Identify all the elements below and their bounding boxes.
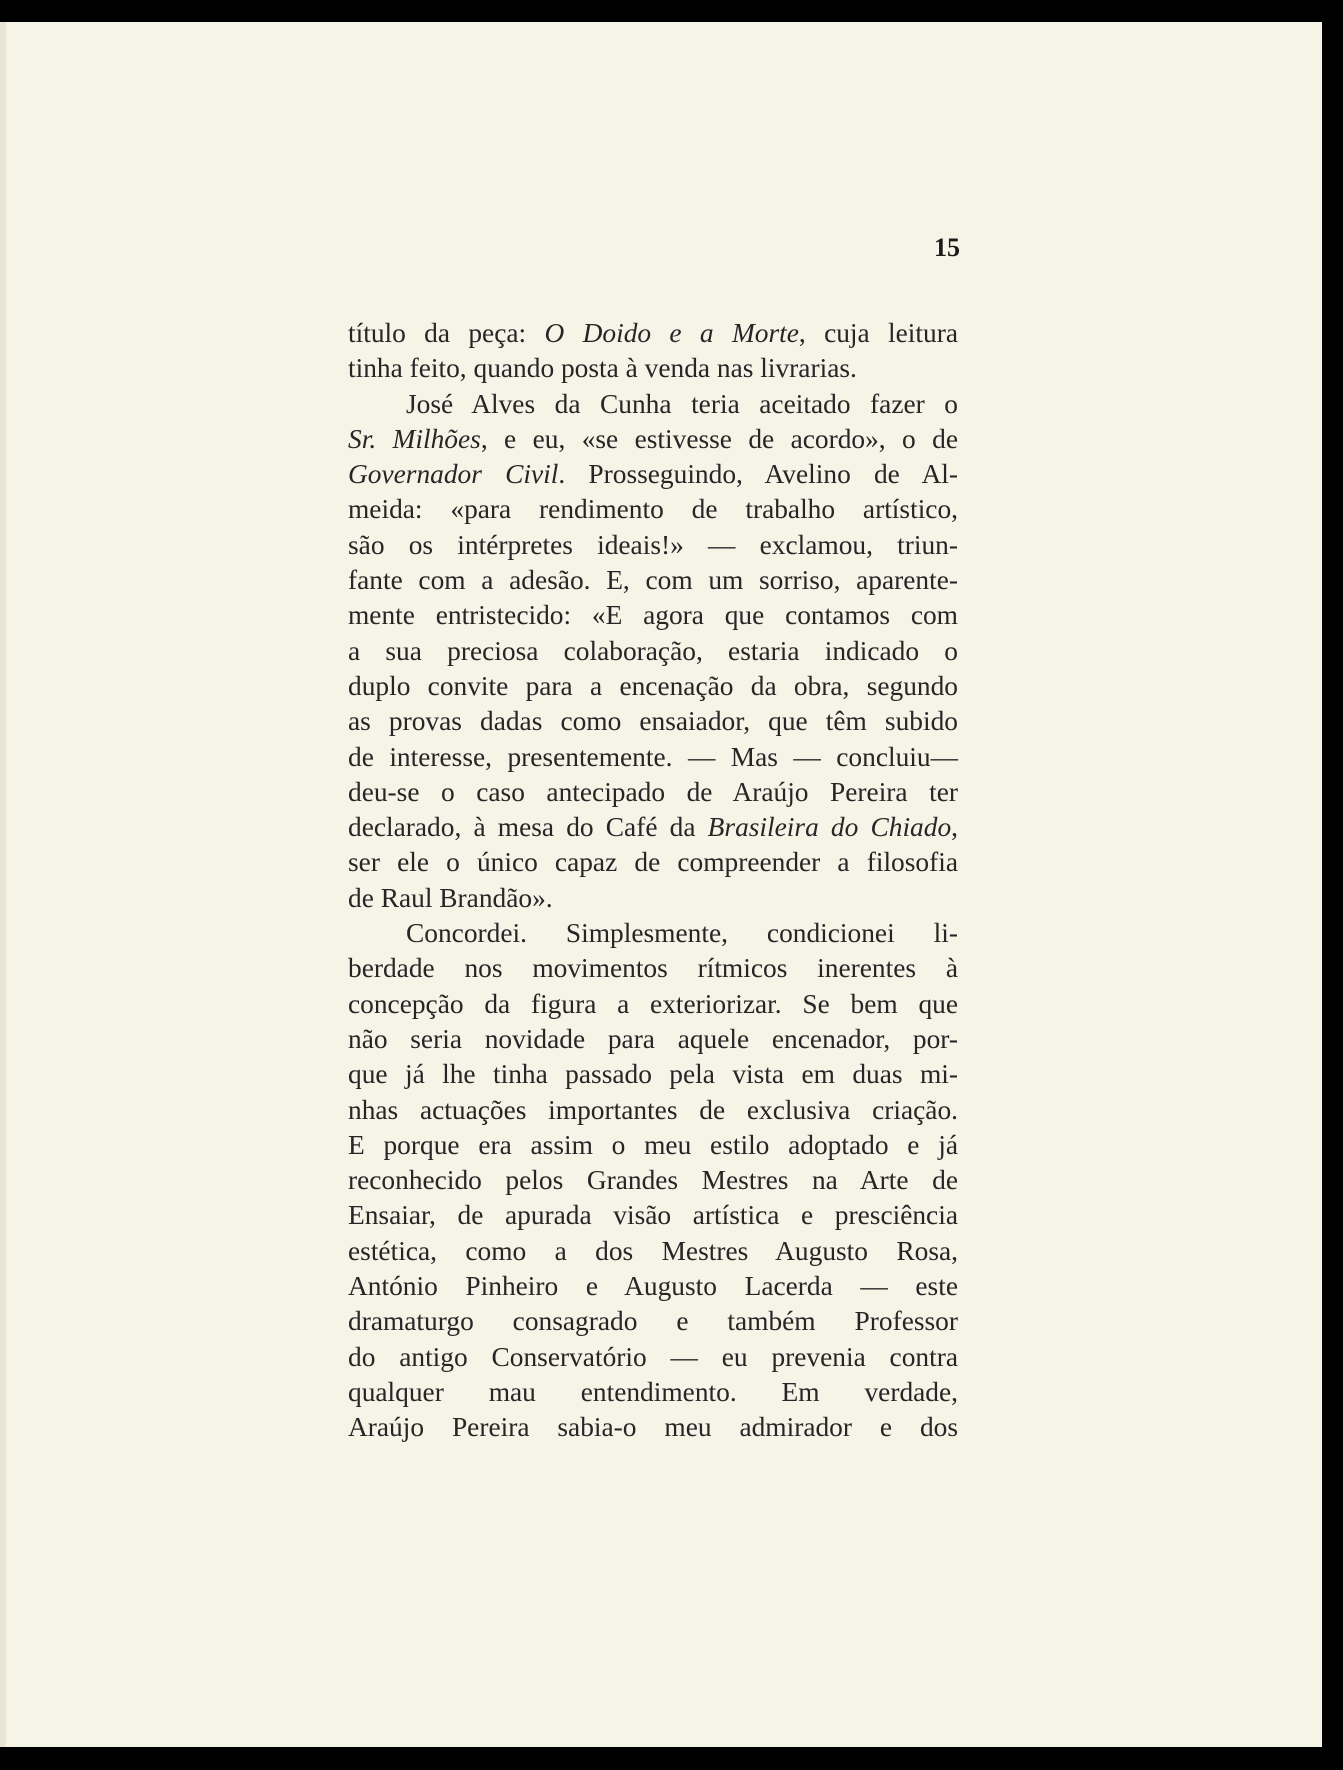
text-line [348,1128,958,1163]
italic-title: Sr. Milhões [348,423,481,454]
text-line [348,634,958,669]
text-run: , [951,812,958,843]
text-run: . Prosseguindo, Avelino de Al- [558,459,959,490]
italic-title: Governador Civil [348,459,559,490]
text-run: não seria novidade para aquele encenador, por- [348,1023,958,1054]
text-line [348,1163,958,1198]
text-line [348,316,958,351]
text-run: Ensaiar, de apurada visão artística e presciência [348,1200,958,1231]
text-run: berdade nos movimentos rítmicos inerentes à [348,953,958,984]
text-run: E porque era assim o meu estilo adoptado e já [348,1129,958,1160]
text-line [348,457,958,492]
text-run: concepção da figura a exteriorizar. Se bem que [348,988,958,1019]
text-line [348,1234,958,1269]
text-run: fante com a adesão. E, com um sorriso, aparente- [348,565,958,596]
text-line [348,740,958,775]
text-run: tinha feito, quando posta à venda nas livrarias. [348,353,857,384]
text-line [348,1093,958,1128]
text-run: nhas actuações importantes de exclusiva criação. [348,1094,958,1125]
text-line [348,951,958,986]
text-run: do antigo Conservatório — eu prevenia contra [348,1341,958,1372]
page-edge [0,22,6,1747]
text-run: mente entristecido: «E agora que contamos com [348,600,958,631]
text-run: duplo convite para a encenação da obra, segundo [348,670,958,701]
text-run: deu-se o caso antecipado de Araújo Pereira ter [348,776,958,807]
text-line [348,1057,958,1092]
text-line [348,775,958,810]
text-run: ser ele o único capaz de compreender a filosofia [348,847,958,878]
text-line [348,881,958,916]
text-run: , cuja leitura [798,318,958,348]
text-line [348,1410,958,1445]
text-line [348,1304,958,1339]
italic-title: O Doido e a Morte [544,318,799,348]
text-run: Araújo Pereira sabia-o meu admirador e dos [348,1412,958,1443]
text-line [348,528,958,563]
text-run: título da peça: [348,318,545,348]
text-run: dramaturgo consagrado e também Professor [348,1306,958,1337]
text-line [348,845,958,880]
text-run: meida: «para rendimento de trabalho artístico, [348,494,958,525]
body-text [348,316,958,1446]
text-run: António Pinheiro e Augusto Lacerda — este [348,1271,958,1302]
text-line [348,1269,958,1304]
text-line [348,351,958,386]
page-number: 15 [934,233,960,262]
text-line [348,563,958,598]
text-run: as provas dadas como ensaiador, que têm subido [348,706,958,737]
text-run: reconhecido pelos Grandes Mestres na Arte de [348,1165,958,1196]
text-line [348,1198,958,1233]
text-run: que já lhe tinha passado pela vista em duas mi- [348,1059,958,1090]
text-run: de Raul Brandão». [348,882,553,913]
text-line [348,492,958,527]
text-line [348,1022,958,1057]
text-line [348,987,958,1022]
text-run: de interesse, presentemente. — Mas — concluiu— [348,741,958,772]
text-line [348,1340,958,1375]
text-line [348,1375,958,1410]
text-line [348,598,958,633]
text-run: são os intérpretes ideais!» — exclamou, triun- [348,529,958,560]
text-run: , e eu, «se estivesse de acordo», o de [480,423,958,454]
italic-title: Brasileira do Chiado [707,812,952,843]
text-run: José Alves da Cunha teria aceitado fazer o [406,388,958,419]
text-line [348,387,958,422]
text-run: Concordei. Simplesmente, condicionei li- [406,918,958,949]
text-line [348,810,958,845]
text-line [348,704,958,739]
text-run: estética, como a dos Mestres Augusto Rosa, [348,1235,958,1266]
text-line [348,422,958,457]
text-run: qualquer mau entendimento. Em verdade, [348,1376,958,1407]
text-line [348,669,958,704]
text-line [348,916,958,951]
text-run: a sua preciosa colaboração, estaria indicado o [348,635,958,666]
text-run: declarado, à mesa do Café da [348,812,708,843]
